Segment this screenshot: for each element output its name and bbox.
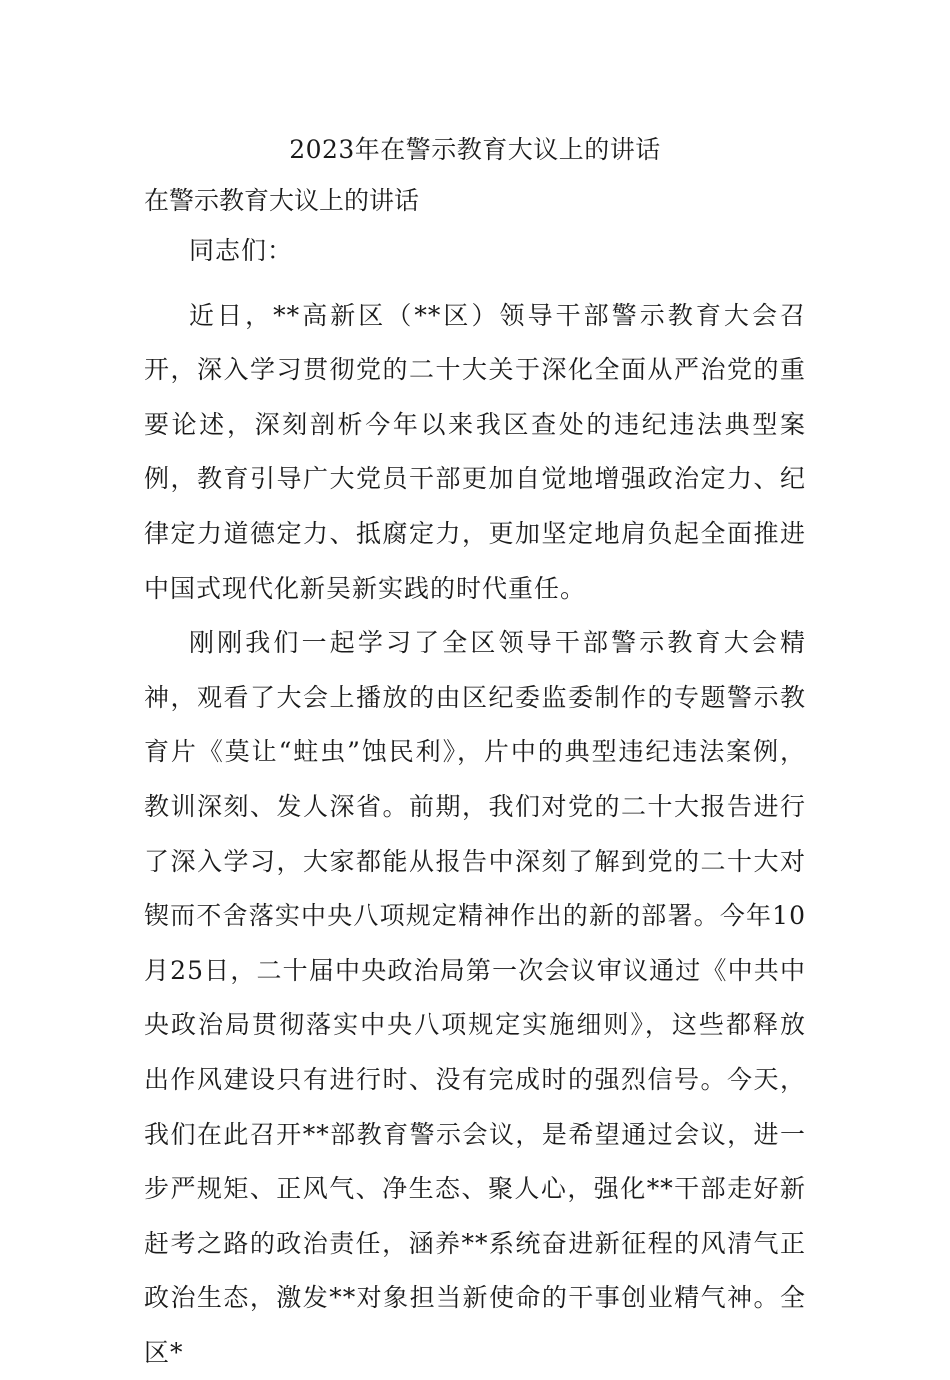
paragraph-2: 刚刚我们一起学习了全区领导干部警示教育大会精神，观看了大会上播放的由区纪委监委制作的专题警示教育片《莫让“蛀虫”蚀民利》，片中的典型违纪违法案例，教训深刻、发人深省。前期，我们对党的二十大报告进行了深入学习，大家都能从报告中深刻了解到党的二十大对锲而不舍落实中央八项规定精神作出的新的部署。今年10月25日，二十届中央政治局第一次会议审议通过《中共中央政治局贯彻落实中央八项规定实施细则》，这些都释放出作风建设只有进行时、没有完成时的强烈信号。今天，我们在此召开**部教育警示会议，是希望通过会议，进一步严规矩、正风气、净生态、聚人心，强化**干部走好新赶考之路的政治责任，涵养**系统奋进新征程的风清气正政治生态，激发**对象担当新使命的干事创业精气神。全区* bbox=[144, 628, 806, 1367]
document-title: 2023年在警示教育大议上的讲话 bbox=[289, 135, 661, 164]
greeting: 同志们： bbox=[189, 236, 294, 265]
paragraph-1: 近日，**高新区（**区）领导干部警示教育大会召开，深入学习贯彻党的二十大关于深化全面从严治党的重要论述，深刻剖析今年以来我区查处的违纪违法典型案例，教育引导广大党员干部更加自觉地增强政治定力、纪律定力道德定力、抵腐定力，更加坚定地肩负起全面推进中国式现代化新吴新实践的时代重任。 bbox=[144, 300, 806, 603]
document-subtitle: 在警示教育大议上的讲话 bbox=[144, 186, 420, 215]
document-body bbox=[144, 224, 806, 1380]
